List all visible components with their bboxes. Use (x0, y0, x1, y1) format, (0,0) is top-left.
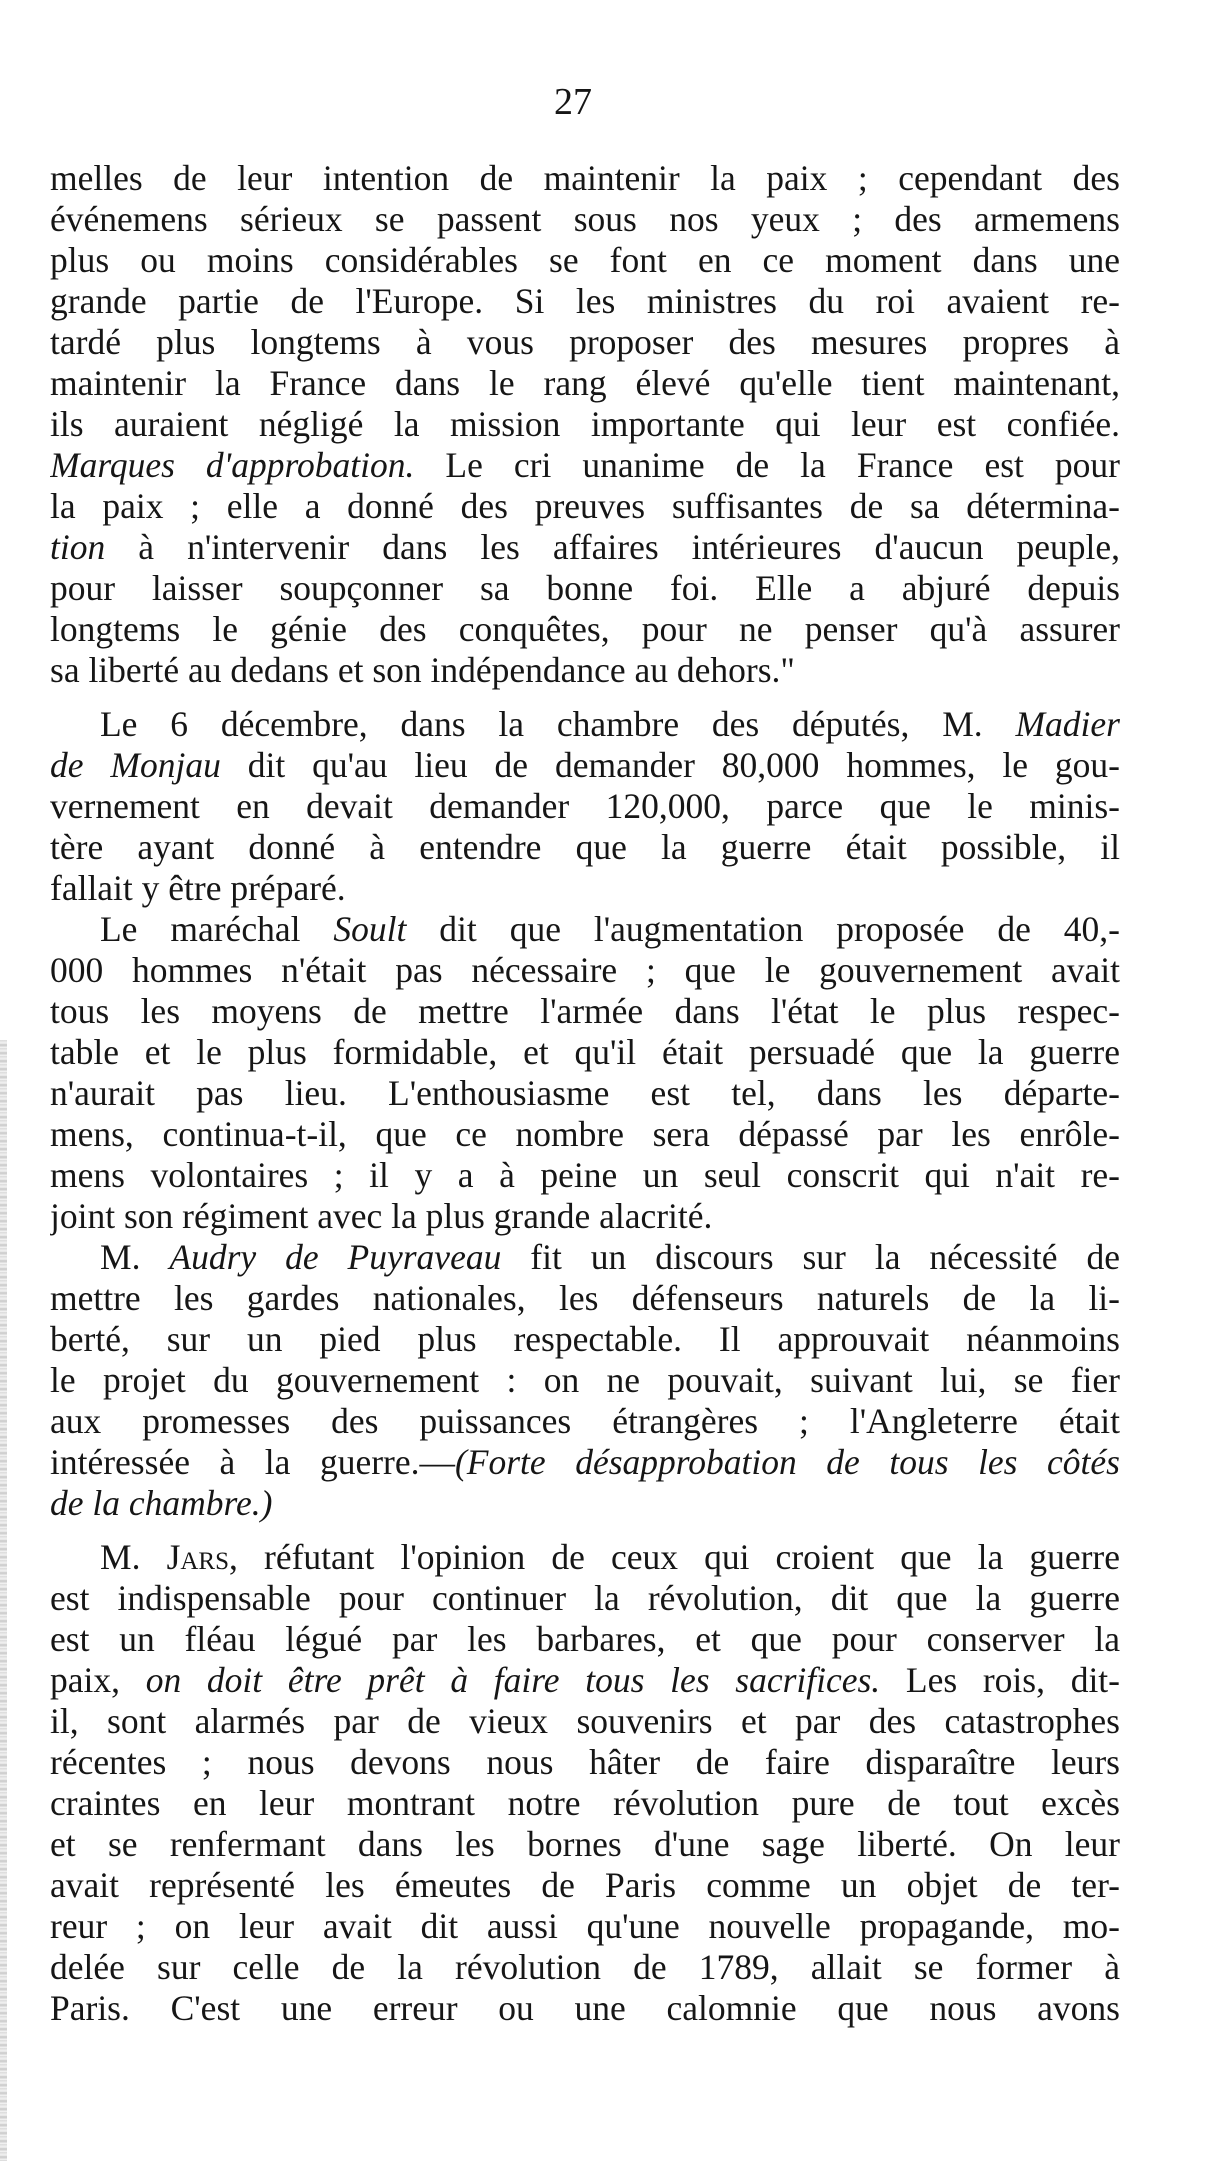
text-line: mettre les gardes nationales, les défenseurs naturels de la li- (50, 1278, 1120, 1318)
text-line: mens, continua-t-il, que ce nombre sera dépassé par les enrôle- (50, 1114, 1120, 1154)
speaker-name: de Monjau (50, 745, 221, 785)
text-line: événemens sérieux se passent sous nos yeux ; des armemens (50, 199, 1120, 239)
paragraph-1 (50, 158, 1120, 691)
body-text (50, 158, 1120, 2029)
text-run: Le 6 décembre, dans la chambre des députés, M. (100, 704, 1016, 744)
page-number: 27 (554, 81, 592, 123)
text-line (50, 745, 1120, 786)
text-line: delée sur celle de la révolution de 1789, allait se former à (50, 1947, 1120, 1987)
text-line: reur ; on leur avait dit aussi qu'une nouvelle propagande, mo- (50, 1906, 1120, 1946)
text-line: ils auraient négligé la mission importante qui leur est confiée. (50, 404, 1120, 444)
text-run: dit que l'augmentation proposée de 40,- (406, 909, 1120, 949)
text-line: longtems le génie des conquêtes, pour ne penser qu'à assurer (50, 609, 1120, 649)
text-run: paix, (50, 1660, 146, 1700)
text-run: M. (100, 1537, 167, 1577)
text-line: plus ou moins considérables se font en ce moment dans une (50, 240, 1120, 280)
text-line (50, 445, 1120, 486)
text-line: fallait y être préparé. (50, 868, 346, 908)
italic-run: on doit être prêt à faire tous les sacrifices. (145, 1660, 881, 1700)
text-run: M. (100, 1237, 170, 1277)
text-run: Le cri unanime de la France est pour (414, 445, 1120, 485)
text-line: mens volontaires ; il y a à peine un seul conscrit qui n'ait re- (50, 1155, 1120, 1195)
text-line: tardé plus longtems à vous proposer des mesures propres à (50, 322, 1120, 362)
italic-remark: (Forte désapprobation de tous les côtés (454, 1442, 1120, 1482)
text-line: il, sont alarmés par de vieux souvenirs et par des catastrophes (50, 1701, 1120, 1741)
text-line (50, 1537, 1120, 1578)
text-line: aux promesses des puissances étrangères ; l'Angleterre était (50, 1401, 1120, 1441)
text-line: est un fléau légué par les barbares, et que pour conserver la (50, 1619, 1120, 1659)
text-line: pour laisser soupçonner sa bonne foi. Elle a abjuré depuis (50, 568, 1120, 608)
text-run: , réfutant l'opinion de ceux qui croient que la guerre (229, 1537, 1120, 1577)
text-line: avait représenté les émeutes de Paris comme un objet de ter- (50, 1865, 1120, 1905)
text-line: et se renfermant dans les bornes d'une sage liberté. On leur (50, 1824, 1120, 1864)
text-line: craintes en leur montrant notre révolution pure de tout excès (50, 1783, 1120, 1823)
italic-remark: Marques d'approbation. (50, 445, 415, 485)
text-run: intéressée à la guerre.— (50, 1442, 455, 1482)
text-line: berté, sur un pied plus respectable. Il approuvait néanmoins (50, 1319, 1120, 1359)
text-line (50, 704, 1120, 745)
text-run: fit un discours sur la nécessité de (501, 1237, 1120, 1277)
paragraph-5 (50, 1537, 1120, 2029)
text-run: à n'intervenir dans les affaires intérieures d'aucun peuple, (105, 527, 1120, 567)
speaker-name: Madier (1015, 704, 1120, 744)
text-run: Les rois, dit- (880, 1660, 1120, 1700)
text-line: la paix ; elle a donné des preuves suffisantes de sa détermina- (50, 486, 1120, 526)
text-line: melles de leur intention de maintenir la paix ; cependant des (50, 158, 1120, 198)
text-run: Le maréchal (100, 909, 334, 949)
text-line (50, 527, 1120, 568)
speaker-name: Jars (166, 1537, 230, 1577)
italic-run: tion (50, 527, 106, 567)
text-line: Paris. C'est une erreur ou une calomnie que nous avons (50, 1988, 1120, 2028)
text-line: 000 hommes n'était pas nécessaire ; que le gouvernement avait (50, 950, 1120, 990)
text-line: vernement en devait demander 120,000, parce que le minis- (50, 786, 1120, 826)
text-line: le projet du gouvernement : on ne pouvait, suivant lui, se fier (50, 1360, 1120, 1400)
text-line: est indispensable pour continuer la révolution, dit que la guerre (50, 1578, 1120, 1618)
text-line: tère ayant donné à entendre que la guerre était possible, il (50, 827, 1120, 867)
paragraph-4 (50, 1237, 1120, 1524)
text-line (50, 909, 1120, 950)
text-line: table et le plus formidable, et qu'il était persuadé que la guerre (50, 1032, 1120, 1072)
text-line (50, 1660, 1120, 1701)
text-line: récentes ; nous devons nous hâter de faire disparaître leurs (50, 1742, 1120, 1782)
text-line: sa liberté au dedans et son indépendance au dehors." (50, 650, 795, 690)
speaker-name: Audry de Puyraveau (169, 1237, 502, 1277)
text-line (50, 1237, 1120, 1278)
paragraph-3 (50, 909, 1120, 1237)
text-line: maintenir la France dans le rang élevé qu'elle tient maintenant, (50, 363, 1120, 403)
text-run: dit qu'au lieu de demander 80,000 hommes, le gou- (220, 745, 1120, 785)
text-line: joint son régiment avec la plus grande alacrité. (50, 1196, 713, 1236)
scan-edge-artifact (0, 1040, 7, 2161)
italic-remark: de la chambre.) (50, 1483, 273, 1523)
text-line: n'aurait pas lieu. L'enthousiasme est tel, dans les départe- (50, 1073, 1120, 1113)
text-line: tous les moyens de mettre l'armée dans l'état le plus respec- (50, 991, 1120, 1031)
text-line (50, 1483, 1120, 1524)
speaker-name: Soult (333, 909, 407, 949)
text-line (50, 1442, 1120, 1483)
text-line: grande partie de l'Europe. Si les ministres du roi avaient re- (50, 281, 1120, 321)
paragraph-2 (50, 704, 1120, 909)
